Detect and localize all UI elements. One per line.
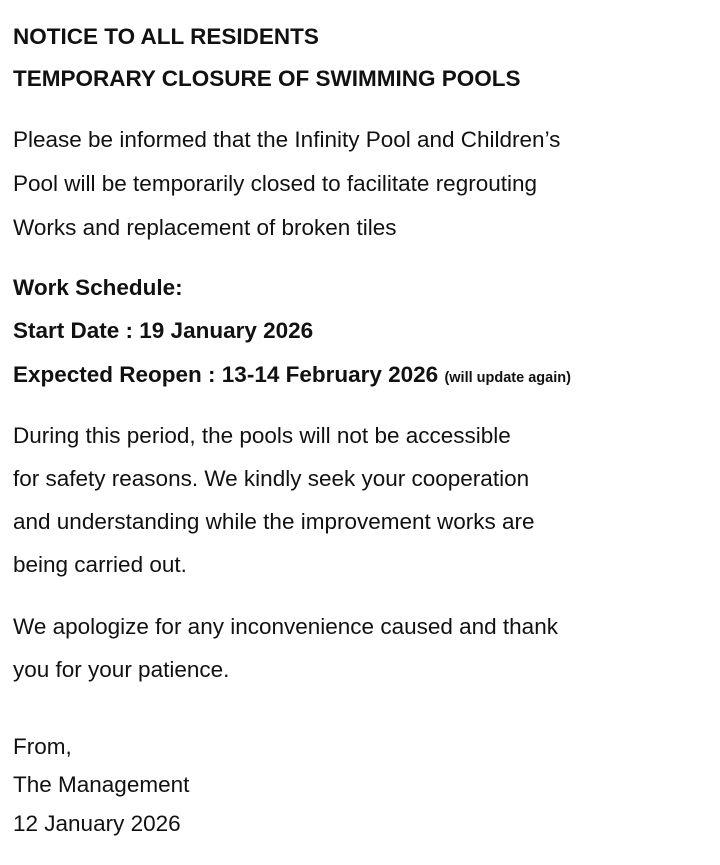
period-line-1: During this period, the pools will not be accessible bbox=[13, 423, 511, 448]
period-line-3: and understanding while the improvement works are bbox=[13, 509, 535, 534]
apology-line-1: We apologize for any inconvenience caused and thank bbox=[13, 614, 558, 639]
intro-line-1: Please be informed that the Infinity Pool and Children’s bbox=[13, 127, 561, 152]
reopen-note: (will update again) bbox=[444, 370, 571, 386]
intro-line-3: Works and replacement of broken tiles bbox=[13, 215, 397, 240]
closure-heading: TEMPORARY CLOSURE OF SWIMMING POOLS bbox=[13, 66, 521, 91]
period-line-2: for safety reasons. We kindly seek your cooperation bbox=[13, 466, 530, 491]
schedule-title: Work Schedule: bbox=[13, 275, 183, 300]
apology-line-2: you for your patience. bbox=[13, 657, 230, 682]
period-line-4: being carried out. bbox=[13, 552, 187, 577]
signoff-from: From, bbox=[13, 734, 72, 759]
notice-heading: NOTICE TO ALL RESIDENTS bbox=[13, 24, 319, 49]
signoff-sender: The Management bbox=[13, 772, 190, 797]
signoff-date: 12 January 2026 bbox=[13, 811, 181, 836]
start-date: Start Date : 19 January 2026 bbox=[13, 318, 314, 343]
intro-line-2: Pool will be temporarily closed to facilitate regrouting bbox=[13, 171, 538, 196]
reopen-line bbox=[13, 360, 571, 393]
reopen-date: Expected Reopen : 13-14 February 2026 bbox=[13, 362, 439, 387]
